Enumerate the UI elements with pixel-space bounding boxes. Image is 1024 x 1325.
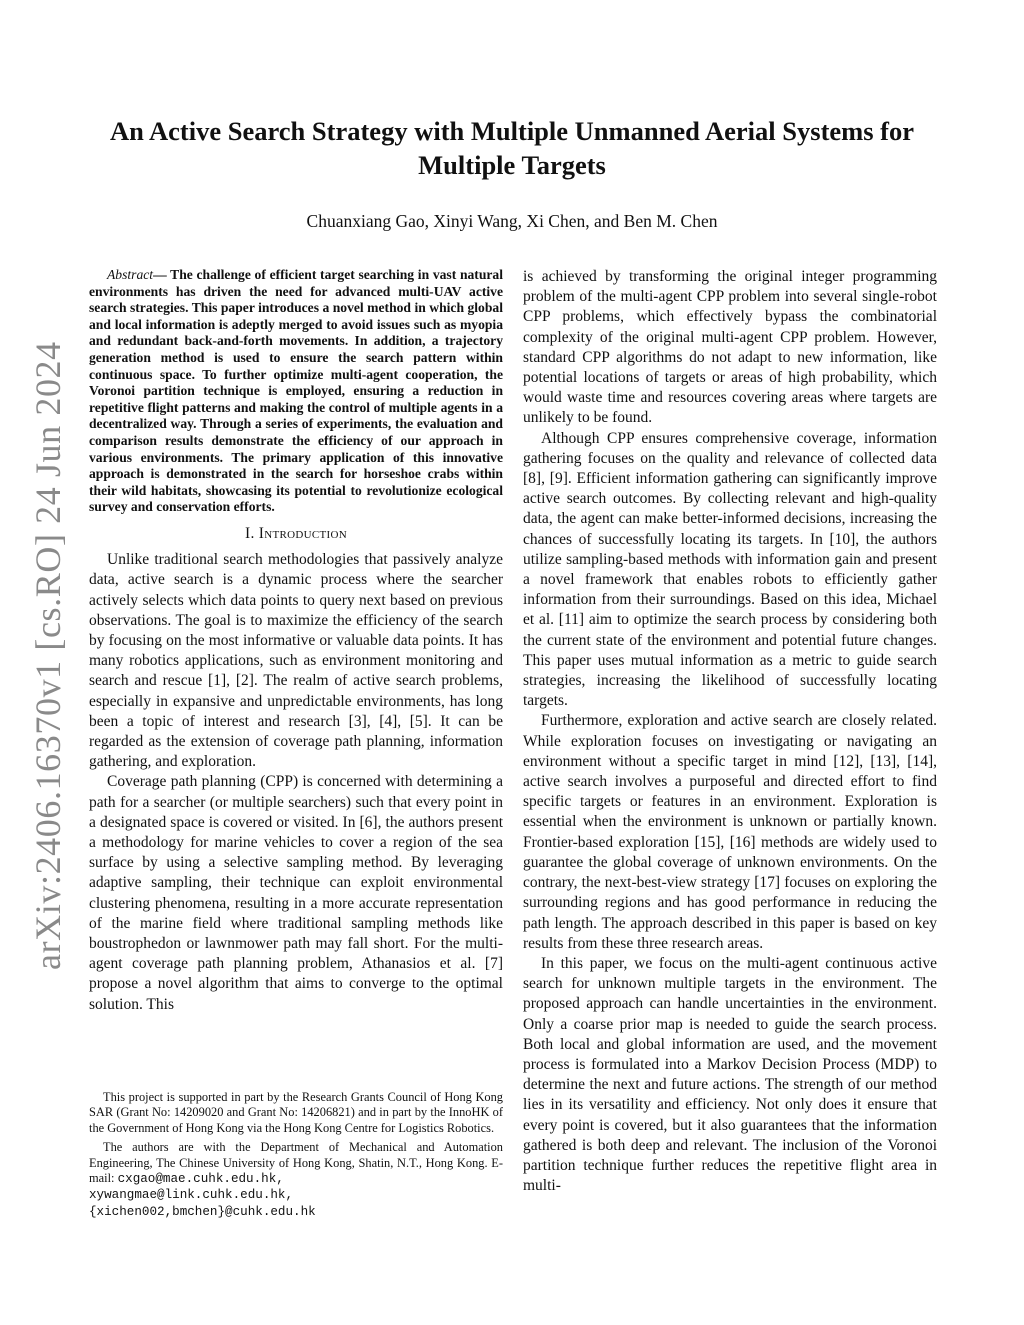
email-link[interactable]: {xichen002,bmchen}@cuhk.edu.hk [89,1204,316,1219]
title-line-2: Multiple Targets [418,150,606,180]
email-link[interactable]: cxgao@mae.cuhk.edu.hk, [117,1172,284,1187]
paper-title [60,114,964,182]
section-number: I. [244,524,259,542]
right-column [523,267,937,1196]
email-link[interactable]: xywangmae@link.cuhk.edu.hk, [89,1188,294,1203]
abstract [89,267,503,516]
author-list: Chuanxiang Gao, Xinyi Wang, Xi Chen, and Ben M. Chen [306,211,718,231]
title-line-1: An Active Search Strategy with Multiple Unmanned Aerial Systems for [109,116,915,146]
body-paragraph: Coverage path planning (CPP) is concerned with determining a path for a searcher (or multiple searchers) such that every point in a designated space is covered or visited. In [6], the authors present a methodology for marine vehicles to cover a region of the sea surface by using a selective sampling method. By leveraging adaptive sampling, their technique can exploit environmental clustering phenomena, resulting in a more accurate representation of the marine field where traditional sampling methods like boustrophedon or lawnmower path may fall short. For the multi-agent coverage path planning problem, Athanasios et al. [7] propose a novel algorithm that aims to converge to the optimal solution. This [89,773,503,1013]
abstract-text: The challenge of efficient target searching in vast natural environments has driven the need for advanced multi-UAV active search strategies. This paper introduces a novel method in which global and local information is adeptly merged to avoid issues such as myopia and redundant back-and-forth movements. In addition, a trajectory generation method is used to ensure the search pattern within continuous space. To further optimize multi-agent cooperation, the Voronoi partition technique is employed, ensuring a reduction in repetitive flight patterns and making the control of multiple agents in a decentralized way. Through a series of experiments, the evaluation and comparison results demonstrate the efficiency of our approach in various environments. The primary application of this innovative approach is demonstrated in the search for horseshoe crabs within their wild habitats, showcasing its potential to revolutionize ecological survey and conservation efforts. [89,267,503,515]
left-column [89,267,503,1015]
arxiv-identifier: arXiv:2406.16370v1 [cs.RO] 24 Jun 2024 [28,341,68,970]
body-paragraph: Unlike traditional search methodologies that passively analyze data, active search is a dynamic process where the searcher actively selects which data points to query next based on previous observations. The goal is to maximize the efficiency of the search by focusing on the most informative or valuable data points. It has many robotics applications, such as environment monitoring and search and rescue [1], [2]. The realm of active search problems, especially in expansive and unpredictable environments, has long been a topic of interest and research [3], [4], [5]. It can be regarded as the extension of coverage path planning, information gathering, and exploration. [89,551,503,771]
abstract-dash: — [153,267,167,282]
body-paragraph: Furthermore, exploration and active search are closely related. While exploration focuses on investigating or navigating an environment without a specific target in mind [12], [13], [14], active search involves a purposeful and directed effort to find specific targets or features in an environment. Exploration is essential when the environment is unknown or partially known. Frontier-based exploration [15], [16] methods are widely used to guarantee the global coverage of unknown environments. On the contrary, the next-best-view strategy [17] focuses on exploring the surrounding regions and has good performance in reducing the path length. The approach described in this paper is based on key results from these three research areas. [523,712,937,952]
body-paragraph: is achieved by transforming the original integer programming problem of the multi-agent CPP problem into several single-robot CPP problems, which effectively bypass the combinatorial complexity of the original multi-agent CPP problem. However, standard CPP algorithms do not adapt to new information, like potential locations of targets or areas of high probability, which would waste time and resources covering areas where targets are unlikely to be found. [523,268,937,427]
funding-footnote: This project is supported in part by the Research Grants Council of Hong Kong SAR (Grant No: 14209020 and Grant No: 14206821) and in part by the InnoHK of the Government of Hong Kong via the Hong Kong Centre for Logistics Robotics. [89,1090,503,1135]
affiliation-footnote [89,1140,503,1220]
section-heading-introduction [89,524,503,544]
body-paragraph: In this paper, we focus on the multi-agent continuous active search for unknown multiple targets in the environment. The proposed approach can handle uncertainties in the environment. Only a coarse prior map is needed to guide the search process. Both local and global information are used, and the movement process is formulated into a Markov Decision Process (MDP) to determine the next and future actions. The strength of our method lies in its versatility and efficiency. Not only does it ensure that every point is covered, but it also guarantees that the information gathered is both deep and relevant. The inclusion of the Voronoi partition technique further reduces the repetitive flight area in multi- [523,954,937,1195]
abstract-label: Abstract [107,267,154,282]
affiliation-text: The authors are with the Department of Mechanical and Automation Engineering, The Chinese University of Hong Kong, Shatin, N.T., Hong Kong. E-mail: [89,1140,503,1186]
footnotes [89,1090,503,1224]
body-paragraph: Although CPP ensures comprehensive coverage, information gathering focuses on the quality and relevance of collected data [8], [9]. Efficient information gathering can significantly improve active search outcomes. By collecting relevant and high-quality data, the agent can make better-informed decisions, increasing the chances of successfully locating its targets. In [10], the authors utilize sampling-based methods with information gain and present a novel framework that enables robots to efficiently gather information from their surroundings. Based on this idea, Michael et al. [11] aim to optimize the search process by considering both the current state of the environment and potential future changes. This paper uses mutual information as a metric to guide search strategies, increasing the likelihood of successfully locating targets. [523,429,937,710]
section-title: Introduction [258,524,347,542]
